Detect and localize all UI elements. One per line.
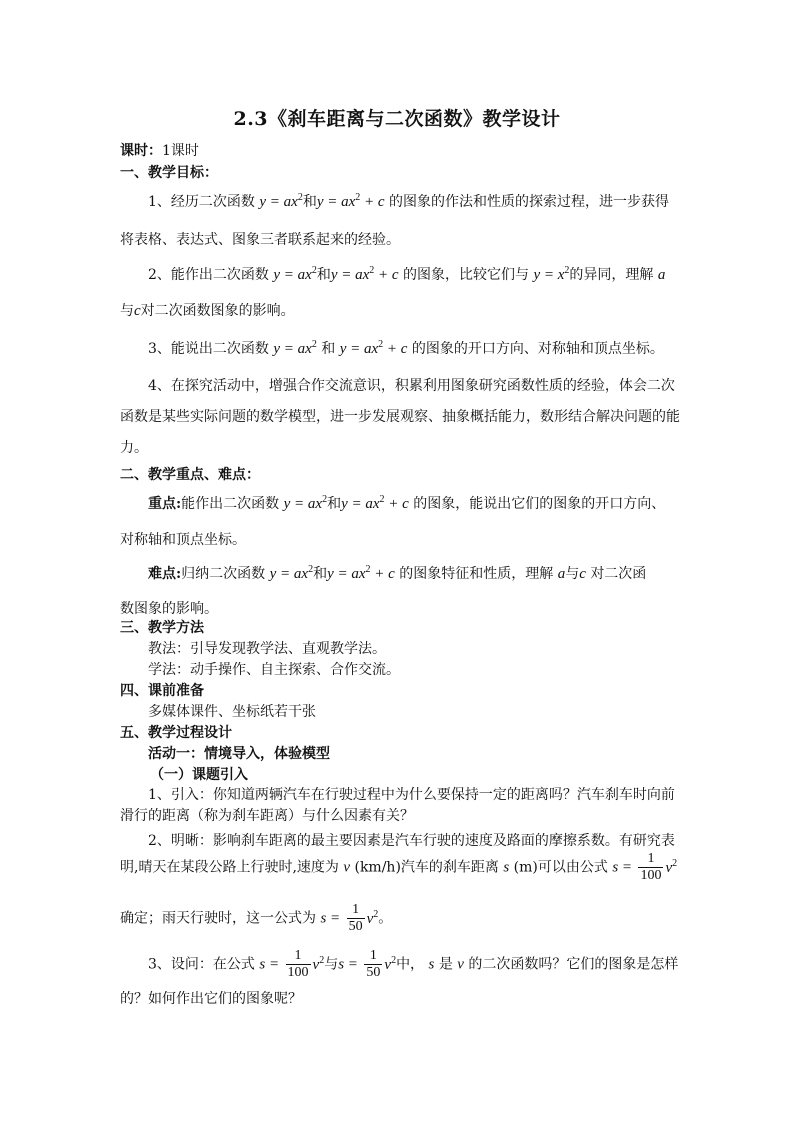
formula-v-squared: $v^2$ <box>312 954 325 973</box>
text-run: 对二次函 <box>590 566 647 582</box>
document-title: 2.3《刹车距离与二次函数》教学设计 <box>233 108 561 130</box>
formula-y-ax2-c: $y = ax^2 + c$ <box>339 339 408 357</box>
text-run: 和 <box>316 267 331 283</box>
goal-4-line-2: 函数是某些实际问题的数学模型，进一步发展观察、抽象概括能力，数形结合解决问题的能 <box>120 409 680 425</box>
difficult-point-line-1 <box>148 563 646 583</box>
formula-y-ax2-c: $y = ax^2 + c$ <box>330 265 399 283</box>
process-p1-line-1: 1、引入：你知道两辆汽车在行驶过程中为什么要保持一定的距离吗？汽车刹车时向前 <box>148 787 675 803</box>
text-run: 确定；雨天行驶时，这一公式为 <box>120 910 316 927</box>
formula-y-ax2: $y = ax^2$ <box>259 192 303 210</box>
fraction-numerator: 1 <box>364 948 382 965</box>
key-point-line-1 <box>148 493 665 513</box>
prep-text: 多媒体课件、坐标纸若干张 <box>148 704 316 720</box>
text-run: 与 <box>565 566 580 582</box>
symbol-s: s <box>428 956 435 973</box>
fraction-numerator: 1 <box>638 851 663 868</box>
goal-1-line-2: 将表格、表达式、图象三者联系起来的经验。 <box>120 232 400 248</box>
text-run: 的图象的作法和性质的探索过程，进一步获得 <box>388 194 669 210</box>
fraction-one-fiftieth <box>347 902 365 935</box>
class-hours-line <box>120 140 199 160</box>
section-heading-process: 五、教学过程设计 <box>120 725 232 741</box>
fraction-denominator: 100 <box>287 965 309 980</box>
symbol-s: s <box>503 859 510 876</box>
text-run: 的图象的开口方向、对称轴和顶点坐标。 <box>411 341 664 357</box>
text-run: 和 <box>302 194 317 210</box>
class-hours-value: 1课时 <box>162 143 199 159</box>
section-heading-goals: 一、教学目标： <box>120 165 218 181</box>
process-p2-line-3 <box>120 902 392 935</box>
symbol-a: a <box>557 566 566 582</box>
formula-s-equals: s = <box>320 910 341 927</box>
text-run: 能作出二次函数 <box>181 496 280 512</box>
process-p1-line-2: 滑行的距离（称为刹车距离）与什么因素有关？ <box>120 808 414 824</box>
text-run: 与 <box>120 303 134 319</box>
process-p3-line-1 <box>148 948 678 981</box>
section-heading-key-points: 二、教学重点、难点： <box>120 467 260 483</box>
fraction-denominator: 50 <box>366 965 381 980</box>
class-hours-label: 课时： <box>120 143 162 159</box>
formula-y-ax2-c: $y = ax^2 + c$ <box>341 494 409 512</box>
goal-1-line-1 <box>148 191 669 211</box>
text-run: 明,晴天在某段公路上行驶时,速度为 <box>120 859 339 876</box>
difficult-point-label: 难点: <box>148 566 182 582</box>
section-heading-prep: 四、课前准备 <box>120 683 204 699</box>
goal-4-line-3: 力。 <box>120 440 148 456</box>
formula-y-ax2: $y = ax^2$ <box>273 339 317 357</box>
key-point-label: 重点: <box>148 496 182 512</box>
formula-s-equals: s = <box>338 956 358 973</box>
formula-s-equals: s = <box>612 859 633 876</box>
text-run: 中， <box>396 956 425 973</box>
fraction-denominator: 100 <box>640 868 662 883</box>
goal-3-line <box>148 338 664 358</box>
text-run: 的二次函数吗？它们的图象是怎样 <box>468 956 679 973</box>
text-run: 与 <box>324 956 339 973</box>
text-run: 的图象，比较它们与 <box>402 267 529 283</box>
text-run: 是 <box>438 956 453 973</box>
symbol-v: v <box>457 956 464 973</box>
goal-4-line-1: 4、在探究活动中，增强合作交流意识，积累利用图象研究函数性质的经验，体会二次 <box>148 378 675 394</box>
text-run: 3、设问：在公式 <box>148 956 255 973</box>
text-run: (m)可以由公式 <box>513 859 608 876</box>
difficult-point-line-2: 数图象的影响。 <box>120 601 218 617</box>
fraction-denominator: 50 <box>348 919 363 934</box>
text-run: 的图象，能说出它们的图象的开口方向、 <box>413 496 666 512</box>
text-run: 和 <box>321 341 336 357</box>
teaching-method: 教法：引导发现教学法、直观教学法。 <box>148 641 386 657</box>
symbol-a: a <box>657 267 666 283</box>
formula-v-squared: $v^2$ <box>366 908 379 927</box>
activity-1-heading: 活动一：情境导入，体验模型 <box>148 746 330 762</box>
text-run: 1、经历二次函数 <box>148 194 255 210</box>
formula-v-squared: $v^2$ <box>665 857 678 876</box>
text-run: 2、能作出二次函数 <box>148 267 269 283</box>
text-run: 和 <box>313 566 328 582</box>
text-run: 对二次函数图象的影响。 <box>140 303 295 319</box>
text-run: 的异同，理解 <box>569 267 654 283</box>
formula-y-ax2: $y = ax^2$ <box>269 564 314 582</box>
formula-s-equals: s = <box>259 956 280 973</box>
symbol-c: c <box>134 303 141 319</box>
process-p3-line-2: 的？如何作出它们的图象呢？ <box>120 991 302 1007</box>
goal-2-line-2 <box>120 300 295 320</box>
text-run: 3、能说出二次函数 <box>148 341 269 357</box>
symbol-v: v <box>343 859 351 876</box>
formula-y-ax2: $y = ax^2$ <box>283 494 328 512</box>
key-point-line-2: 对称轴和顶点坐标。 <box>120 532 246 548</box>
formula-v-squared: $v^2$ <box>384 954 397 973</box>
fraction-one-fiftieth <box>364 948 382 981</box>
fraction-numerator: 1 <box>286 948 311 965</box>
formula-y-ax2-c: $y = ax^2 + c$ <box>316 192 385 210</box>
text-run: 。 <box>378 910 393 927</box>
process-p2-line-1: 2、明晰：影响刹车距离的最主要因素是汽车行驶的速度及路面的摩擦系数。有研究表 <box>148 833 675 849</box>
formula-y-ax2-c: $y = ax^2 + c$ <box>327 564 395 582</box>
text-run: (km/h)汽车的刹车距离 <box>354 859 499 876</box>
formula-y-ax2: $y = ax^2$ <box>273 265 317 283</box>
fraction-one-hundredth <box>286 948 311 981</box>
part-1-heading: （一）课题引入 <box>150 767 248 783</box>
fraction-numerator: 1 <box>347 902 365 919</box>
formula-y-x2: $y = x^2$ <box>533 265 570 283</box>
learning-method: 学法：动手操作、自主探索、合作交流。 <box>148 662 400 678</box>
fraction-one-hundredth <box>638 851 663 884</box>
text-run: 和 <box>327 496 342 512</box>
section-heading-methods: 三、教学方法 <box>120 620 204 636</box>
goal-2-line-1 <box>148 264 665 284</box>
symbol-c: c <box>579 566 586 582</box>
process-p2-line-2 <box>120 851 677 884</box>
text-run: 的图象特征和性质，理解 <box>399 566 554 582</box>
text-run: 归纳二次函数 <box>181 566 266 582</box>
